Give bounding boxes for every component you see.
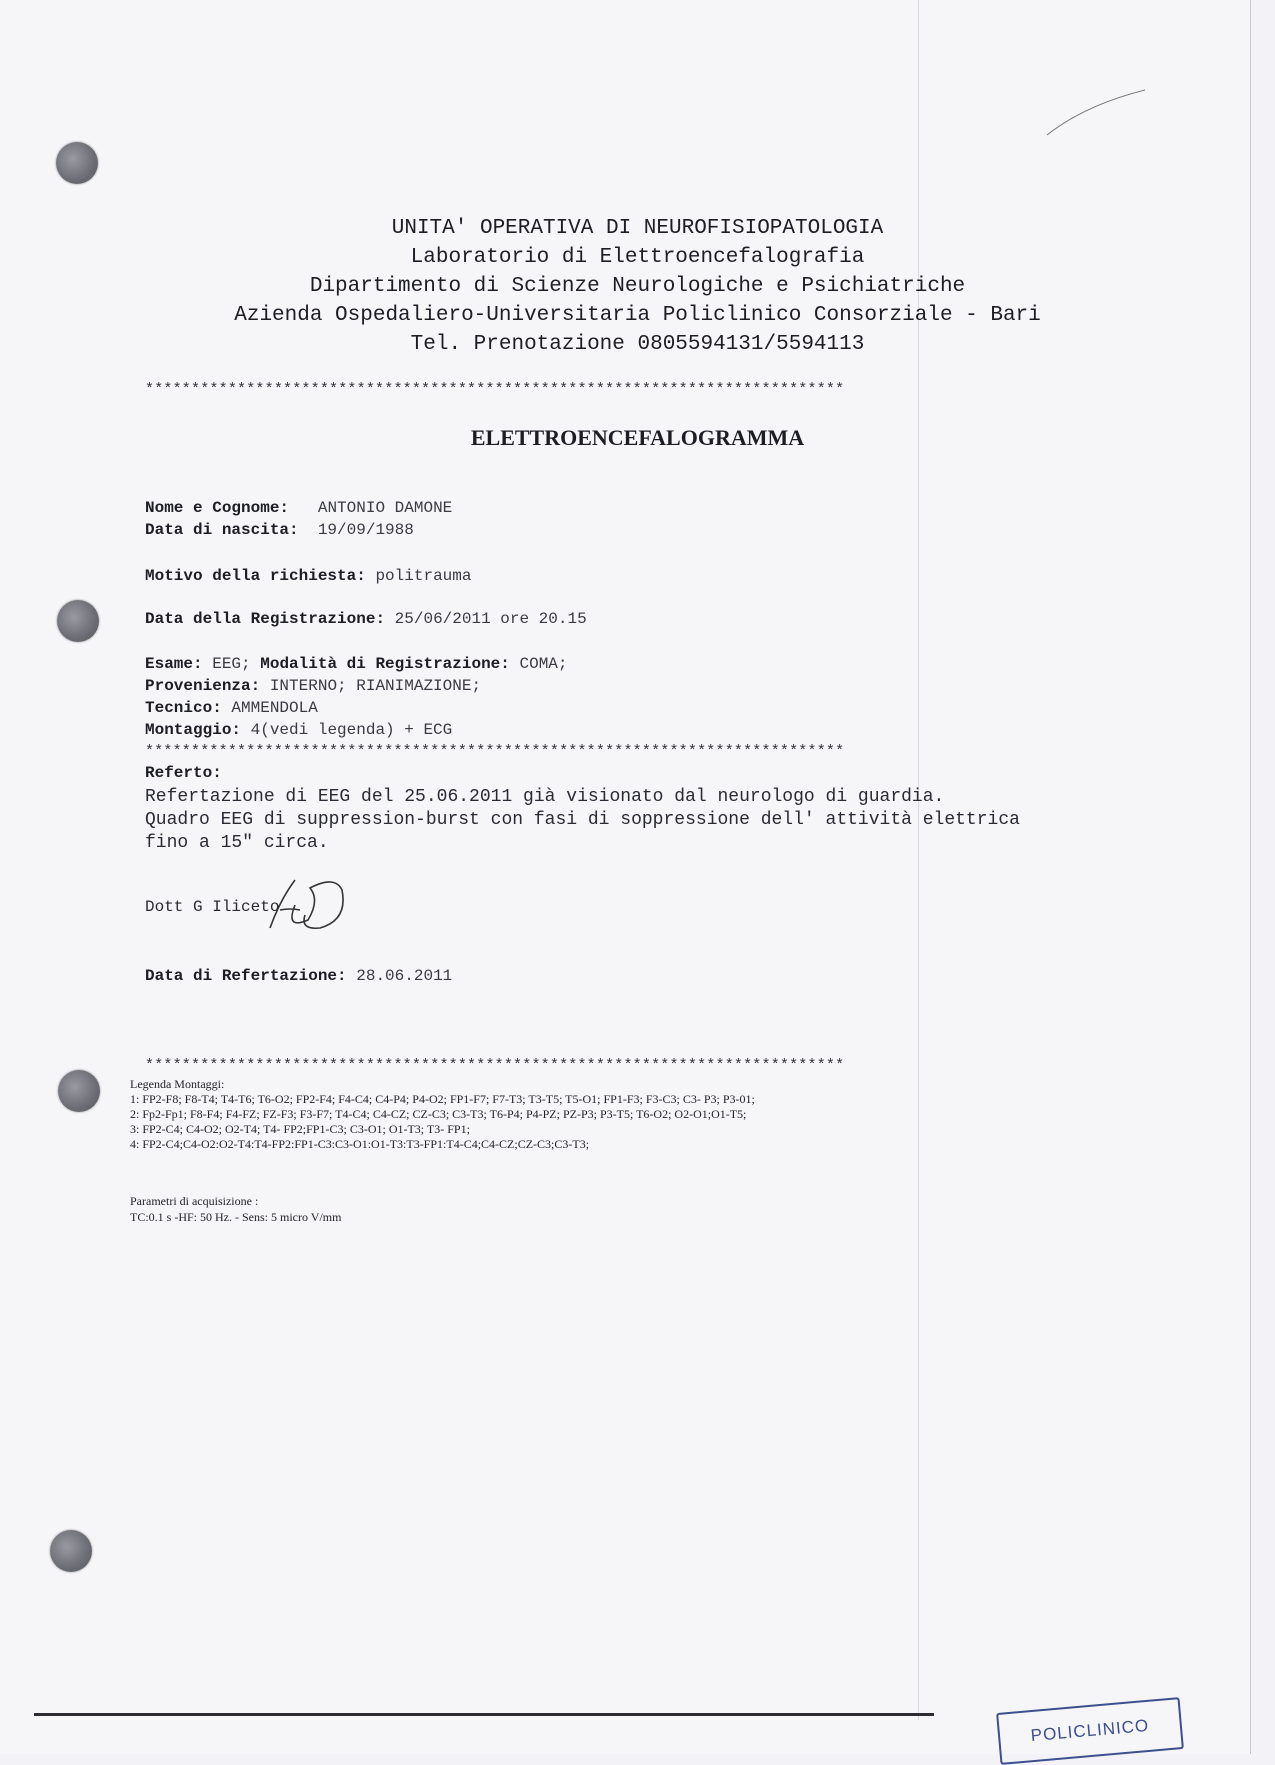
separator: **************************************************************************** — [145, 381, 845, 398]
exam-label: Esame: — [145, 655, 203, 673]
montage-label: Montaggio: — [145, 721, 242, 739]
legend-montage-2: 2: Fp2-Fp1; F8-F4; F4-FZ; FZ-F3; F3-F7; T4-C4; C4-CZ; CZ-C3; C3-T3; T6-P4; P4-PZ; PZ-P3; P3-T5; T6-O2; O2-O1;O1-T5; — [130, 1107, 747, 1121]
recording-date-label: Data della Registrazione: — [145, 610, 386, 628]
origin-row — [145, 677, 481, 695]
reason-label: Motivo della richiesta: — [145, 567, 366, 585]
header-lab: Laboratorio di Elettroencefalografia — [410, 246, 865, 269]
punch-hole — [57, 600, 99, 642]
reason-row — [145, 567, 471, 585]
params-text: TC:0.1 s -HF: 50 Hz. - Sens: 5 micro V/mm — [130, 1210, 342, 1224]
patient-dob-label: Data di nascita: — [145, 521, 299, 539]
header-department: Dipartimento di Scienze Neurologiche e Psichiatriche — [309, 275, 966, 298]
patient-name-row — [145, 499, 452, 517]
policlinico-stamp: POLICLINICO — [996, 1697, 1184, 1765]
recording-date-value: 25/06/2011 ore 20.15 — [394, 610, 587, 628]
origin-value: INTERNO; RIANIMAZIONE; — [269, 677, 482, 695]
acquisition-params — [130, 1193, 341, 1225]
punch-hole — [50, 1530, 92, 1572]
params-title: Parametri di acquisizione : — [130, 1194, 259, 1208]
technician-value: AMMENDOLA — [231, 699, 318, 717]
separator: **************************************************************************** — [145, 1057, 845, 1074]
institution-header — [0, 214, 1275, 359]
origin-label: Provenienza: — [145, 677, 261, 695]
montage-value: 4(vedi legenda) + ECG — [250, 721, 453, 739]
technician-label: Tecnico: — [145, 699, 222, 717]
patient-name-value: ANTONIO DAMONE — [317, 499, 453, 517]
legend-montage-1: 1: FP2-F8; F8-T4; T4-T6; T6-O2; FP2-F4; F4-C4; C4-P4; P4-O2; FP1-F7; F7-T3; T3-T5; T5-O1; FP1-F3; F3-C3; C3- P3; P3-01; — [130, 1092, 755, 1106]
reason-value: politrauma — [375, 567, 472, 585]
patient-name-label: Nome e Cognome: — [145, 499, 290, 517]
doctor-name: Dott G Iliceto — [145, 898, 280, 916]
report-date-label: Data di Refertazione: — [145, 967, 347, 985]
punch-hole — [58, 1070, 100, 1112]
patient-dob-value: 19/09/1988 — [317, 521, 414, 539]
report-date-value: 28.06.2011 — [356, 967, 453, 985]
bottom-rule — [34, 1713, 934, 1716]
report-date-row — [145, 967, 452, 985]
header-phone: Tel. Prenotazione 0805594131/5594113 — [410, 333, 865, 356]
mode-label: Modalità di Registrazione: — [260, 655, 510, 673]
separator: **************************************************************************** — [145, 743, 845, 760]
document-title: ELETTROENCEFALOGRAMMA — [470, 425, 805, 450]
mode-value: COMA; — [519, 655, 568, 673]
legend-montage-3: 3: FP2-C4; C4-O2; O2-T4; T4- FP2;FP1-C3; C3-O1; O1-T3; T3- FP1; — [130, 1122, 470, 1136]
exam-value: EEG; — [212, 655, 251, 673]
technician-row — [145, 699, 318, 717]
recording-date-row — [145, 610, 587, 628]
signature — [250, 870, 350, 940]
header-hospital: Azienda Ospedaliero-Universitaria Policlinico Consorziale - Bari — [234, 304, 1041, 327]
report-text: Refertazione di EEG del 25.06.2011 già visionato dal neurologo di guardia. Quadro EEG di suppression-burst con fasi di soppressione dell' attività elettrica fino a 15" circa. — [145, 787, 1020, 853]
patient-dob-row — [145, 521, 414, 539]
exam-row — [145, 655, 568, 673]
montage-row — [145, 721, 452, 739]
legend-montage-4: 4: FP2-C4;C4-O2:O2-T4:T4-FP2:FP1-C3:C3-O1:O1-T3:T3-FP1:T4-C4;C4-CZ;CZ-C3;C3-T3; — [130, 1137, 590, 1151]
report-label-row — [145, 764, 222, 782]
montage-legend — [130, 1077, 755, 1152]
punch-hole — [56, 142, 98, 184]
header-unit: UNITA' OPERATIVA DI NEUROFISIOPATOLOGIA — [391, 217, 884, 240]
pen-mark — [1045, 85, 1155, 140]
legend-title: Legenda Montaggi: — [130, 1077, 225, 1091]
report-label: Referto: — [145, 764, 222, 782]
